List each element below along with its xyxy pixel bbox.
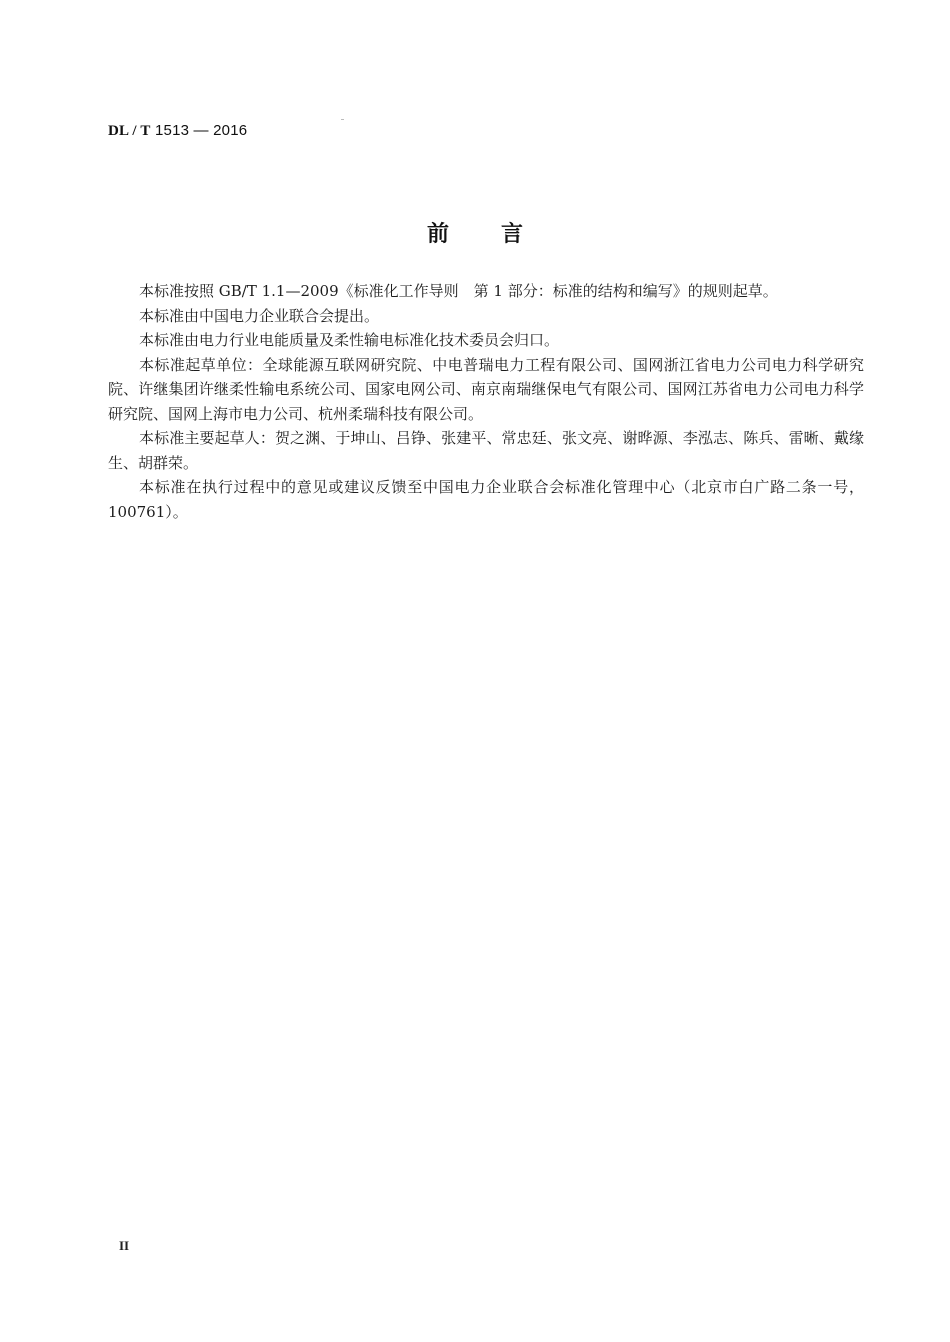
title-char-1: 前 [426,221,449,247]
paragraph-drafting-units: 本标准起草单位：全球能源互联网研究院、中电普瑞电力工程有限公司、国网浙江省电力公司电力科学研究院、许继集团许继柔性输电系统公司、国家电网公司、南京南瑞继保电气有限公司、国网江苏省电力公司电力科学研究院、国网上海市电力公司、杭州柔瑞科技有限公司。 [108,355,864,423]
paragraph-proposer: 本标准由中国电力企业联合会提出。 [139,306,380,325]
title-char-2: 言 [501,221,524,247]
standard-number: 1513 — 2016 [155,122,248,139]
paragraph-drafting-rules: 本标准按照 GB/T 1.1—2009《标准化工作导则 第 1 部分：标准的结构和编写》的规则起草。 [139,282,778,300]
paragraph-committee: 本标准由电力行业电能质量及柔性输电标准化技术委员会归口。 [139,331,560,349]
scan-speck [341,119,344,120]
page-title [0,217,950,248]
foreword-body [108,279,864,524]
standard-prefix: DL / T [108,123,151,139]
page-number: II [119,1238,130,1253]
standard-code-header [108,122,247,140]
paragraph-feedback: 本标准在执行过程中的意见或建议反馈至中国电力企业联合会标准化管理中心（北京市白广路二条一号，100761）。 [108,478,864,521]
paragraph-drafters: 本标准主要起草人：贺之渊、于坤山、吕铮、张建平、常忠廷、张文亮、谢晔源、李泓志、陈兵、雷晰、戴缘生、胡群荣。 [108,429,864,472]
